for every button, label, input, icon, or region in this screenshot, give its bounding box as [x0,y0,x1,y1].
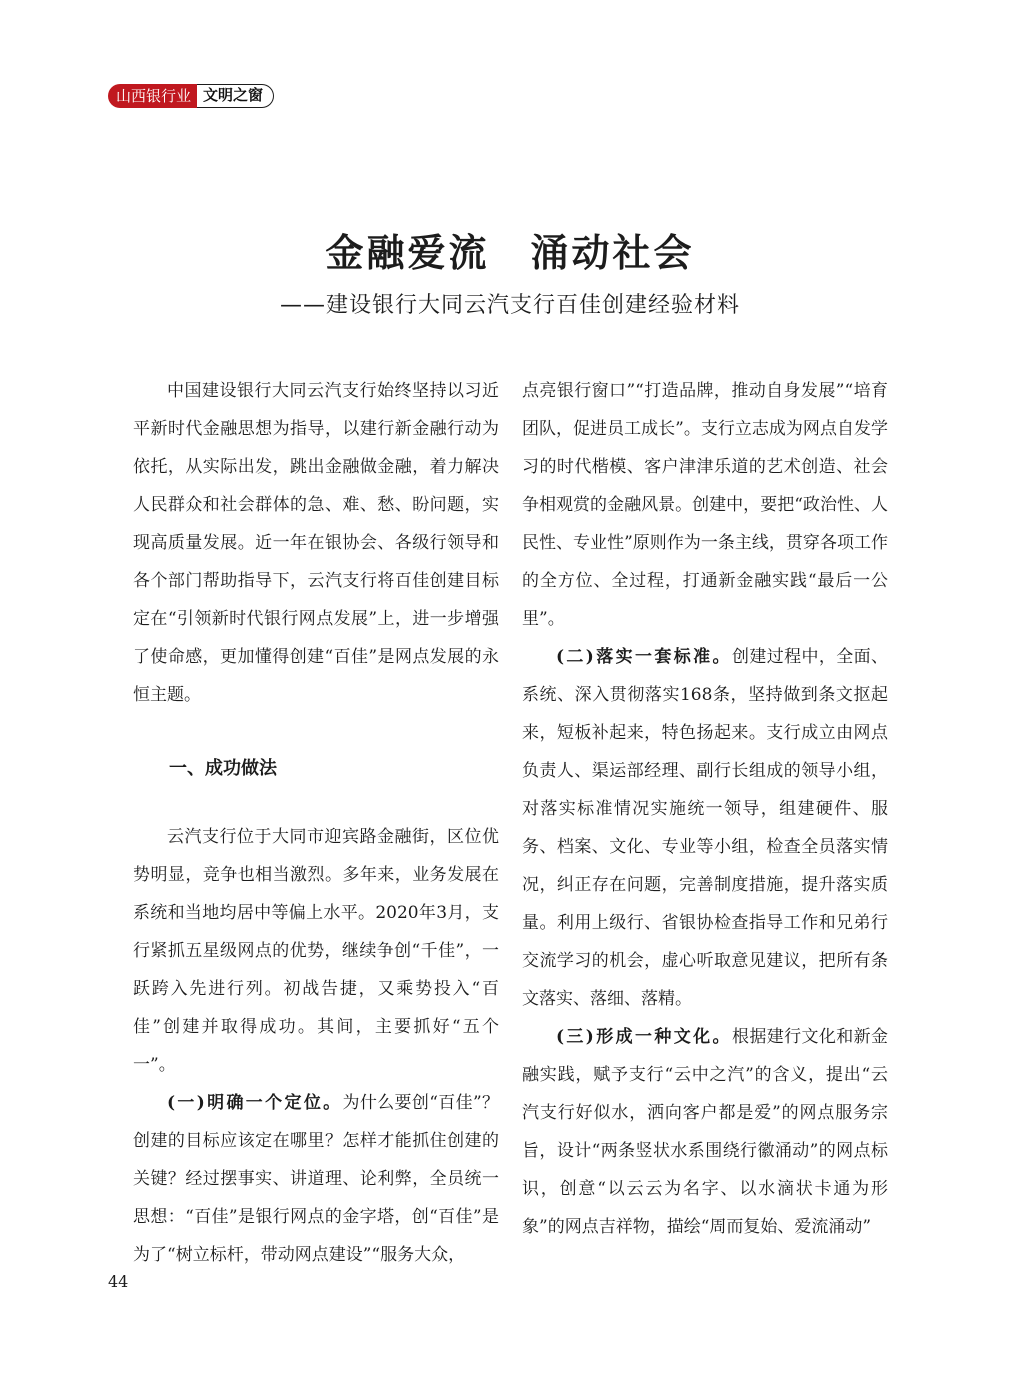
section-1-title: (一)明确一个定位。 [167,1093,343,1113]
section-2-paragraph [522,638,888,1018]
section-3-text: 根据建行文化和新金融实践，赋予支行“云中之汽”的含义，提出“云汽支行好似水，洒向客户都是爱”的网点服务宗旨，设计“两条竖状水系围绕行徽涌动”的网点标识，创意“以云云为名字、以水滴状卡通为形象”的网点吉祥物，描绘“周而复始、爱流涌动” [522,1027,889,1237]
column-tag-left: 山西银行业 [108,84,197,108]
section-3-paragraph [522,1018,888,1246]
right-column [522,372,888,1246]
column-tag [108,84,274,108]
section-1-text: 为什么要创“百佳”？创建的目标应该定在哪里？怎样才能抓住创建的关键？经过摆事实、讲道理、论利弊，全员统一思想：“百佳”是银行网点的金字塔，创“百佳”是为了“树立标杆，带动网点建设”“服务大众， [133,1093,499,1265]
section-heading: 一、成功做法 [169,758,277,779]
article-title: 金融爱流 涌动社会 [325,230,695,275]
intro-paragraph: 中国建设银行大同云汽支行始终坚持以习近平新时代金融思想为指导，以建行新金融行动为依托，从实际出发，跳出金融做金融，着力解决人民群众和社会群体的急、难、愁、盼问题，实现高质量发展。近一年在银协会、各级行领导和各个部门帮助指导下，云汽支行将百佳创建目标定在“引领新时代银行网点发展”上，进一步增强了使命感，更加懂得创建“百佳”是网点发展的永恒主题。 [133,381,499,705]
section-2-text: 创建过程中，全面、系统、深入贯彻落实168条，坚持做到条文抠起来，短板补起来，特色扬起来。支行成立由网点负责人、渠运部经理、副行长组成的领导小组，对落实标准情况实施统一领导，组建硬件、服务、档案、文化、专业等小组，检查全员落实情况，纠正存在问题，完善制度措施，提升落实质量。利用上级行、省银协检查指导工作和兄弟行交流学习的机会，虚心听取意见建议，把所有条文落实、落细、落精。 [522,647,889,1009]
left-column [133,372,499,1274]
body-paragraph: 云汽支行位于大同市迎宾路金融街，区位优势明显，竞争也相当激烈。多年来，业务发展在系统和当地均居中等偏上水平。2020年3月，支行紧抓五星级网点的优势，继续争创“千佳”，一跃跨入先进行列。初战告捷，又乘势投入“百佳”创建并取得成功。其间，主要抓好“五个一”。 [133,827,499,1075]
section-1-paragraph [133,1084,499,1274]
section-2-title: (二)落实一套标准。 [556,647,732,667]
column-tag-right: 文明之窗 [197,84,274,108]
section-3-title: (三)形成一种文化。 [556,1027,732,1047]
article-subtitle: ——建设银行大同云汽支行百佳创建经验材料 [279,293,740,318]
continued-paragraph: 点亮银行窗口”“打造品牌，推动自身发展”“培育团队，促进员工成长”。支行立志成为网点自发学习的时代楷模、客户津津乐道的艺术创造、社会争相观赏的金融风景。创建中，要把“政治性、人民性、专业性”原则作为一条主线，贯穿各项工作的全方位、全过程，打通新金融实践“最后一公里”。 [522,381,888,629]
page-number: 44 [108,1272,129,1291]
